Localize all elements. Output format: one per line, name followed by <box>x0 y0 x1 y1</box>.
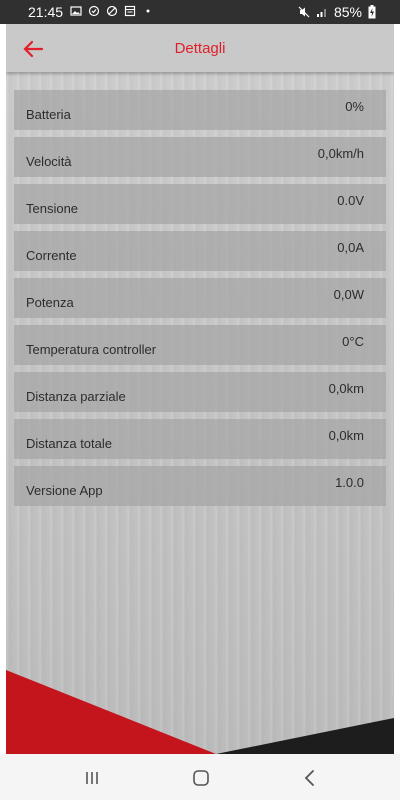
detail-label: Versione App <box>26 483 103 498</box>
badge-icon <box>88 5 100 17</box>
detail-row-current <box>14 231 386 271</box>
detail-label: Potenza <box>26 295 74 310</box>
detail-row-power <box>14 278 386 318</box>
recent-apps-icon[interactable] <box>80 766 104 790</box>
detail-label: Temperatura controller <box>26 342 157 357</box>
system-nav-bar <box>0 754 400 800</box>
detail-row-trip-distance <box>14 372 386 412</box>
detail-label: Distanza parziale <box>26 389 126 404</box>
detail-label: Corrente <box>26 248 77 263</box>
calendar-icon <box>124 5 136 17</box>
detail-row-voltage <box>14 184 386 224</box>
detail-value: 0,0A <box>337 240 364 255</box>
image-icon <box>70 5 82 17</box>
back-nav-icon[interactable] <box>298 766 322 790</box>
detail-row-speed <box>14 137 386 177</box>
dot-icon <box>142 5 154 17</box>
details-list <box>14 90 386 513</box>
detail-label: Distanza totale <box>26 436 112 451</box>
app-header <box>6 24 394 72</box>
detail-label: Tensione <box>26 201 79 216</box>
detail-row-total-distance <box>14 419 386 459</box>
detail-row-controller-temp <box>14 325 386 365</box>
detail-value: 0% <box>345 99 364 114</box>
detail-value: 0,0km/h <box>317 146 364 161</box>
mute-icon <box>298 6 310 18</box>
battery-percent: 85% <box>333 4 362 20</box>
app-screen <box>6 24 394 754</box>
detail-value: 0°C <box>342 334 364 349</box>
status-time: 21:45 <box>28 4 64 20</box>
detail-value: 0.0V <box>337 193 364 208</box>
detail-row-app-version <box>14 466 386 506</box>
detail-value: 0,0W <box>333 287 364 302</box>
decorative-footer <box>6 660 394 754</box>
detail-value: 0,0km <box>328 381 364 396</box>
signal-icon <box>316 6 328 18</box>
detail-value: 1.0.0 <box>335 475 364 490</box>
detail-label: Velocità <box>26 154 72 169</box>
status-bar <box>0 0 400 24</box>
red-stripe <box>6 670 216 754</box>
detail-label: Batteria <box>26 107 71 122</box>
system-icons <box>298 4 376 20</box>
battery-charging-icon <box>368 5 376 19</box>
page-title: Dettagli <box>174 40 226 57</box>
black-stripe <box>216 718 394 754</box>
notification-icons <box>70 5 154 17</box>
dnd-icon <box>106 5 118 17</box>
home-icon[interactable] <box>189 766 213 790</box>
detail-value: 0,0km <box>328 428 364 443</box>
detail-row-battery <box>14 90 386 130</box>
